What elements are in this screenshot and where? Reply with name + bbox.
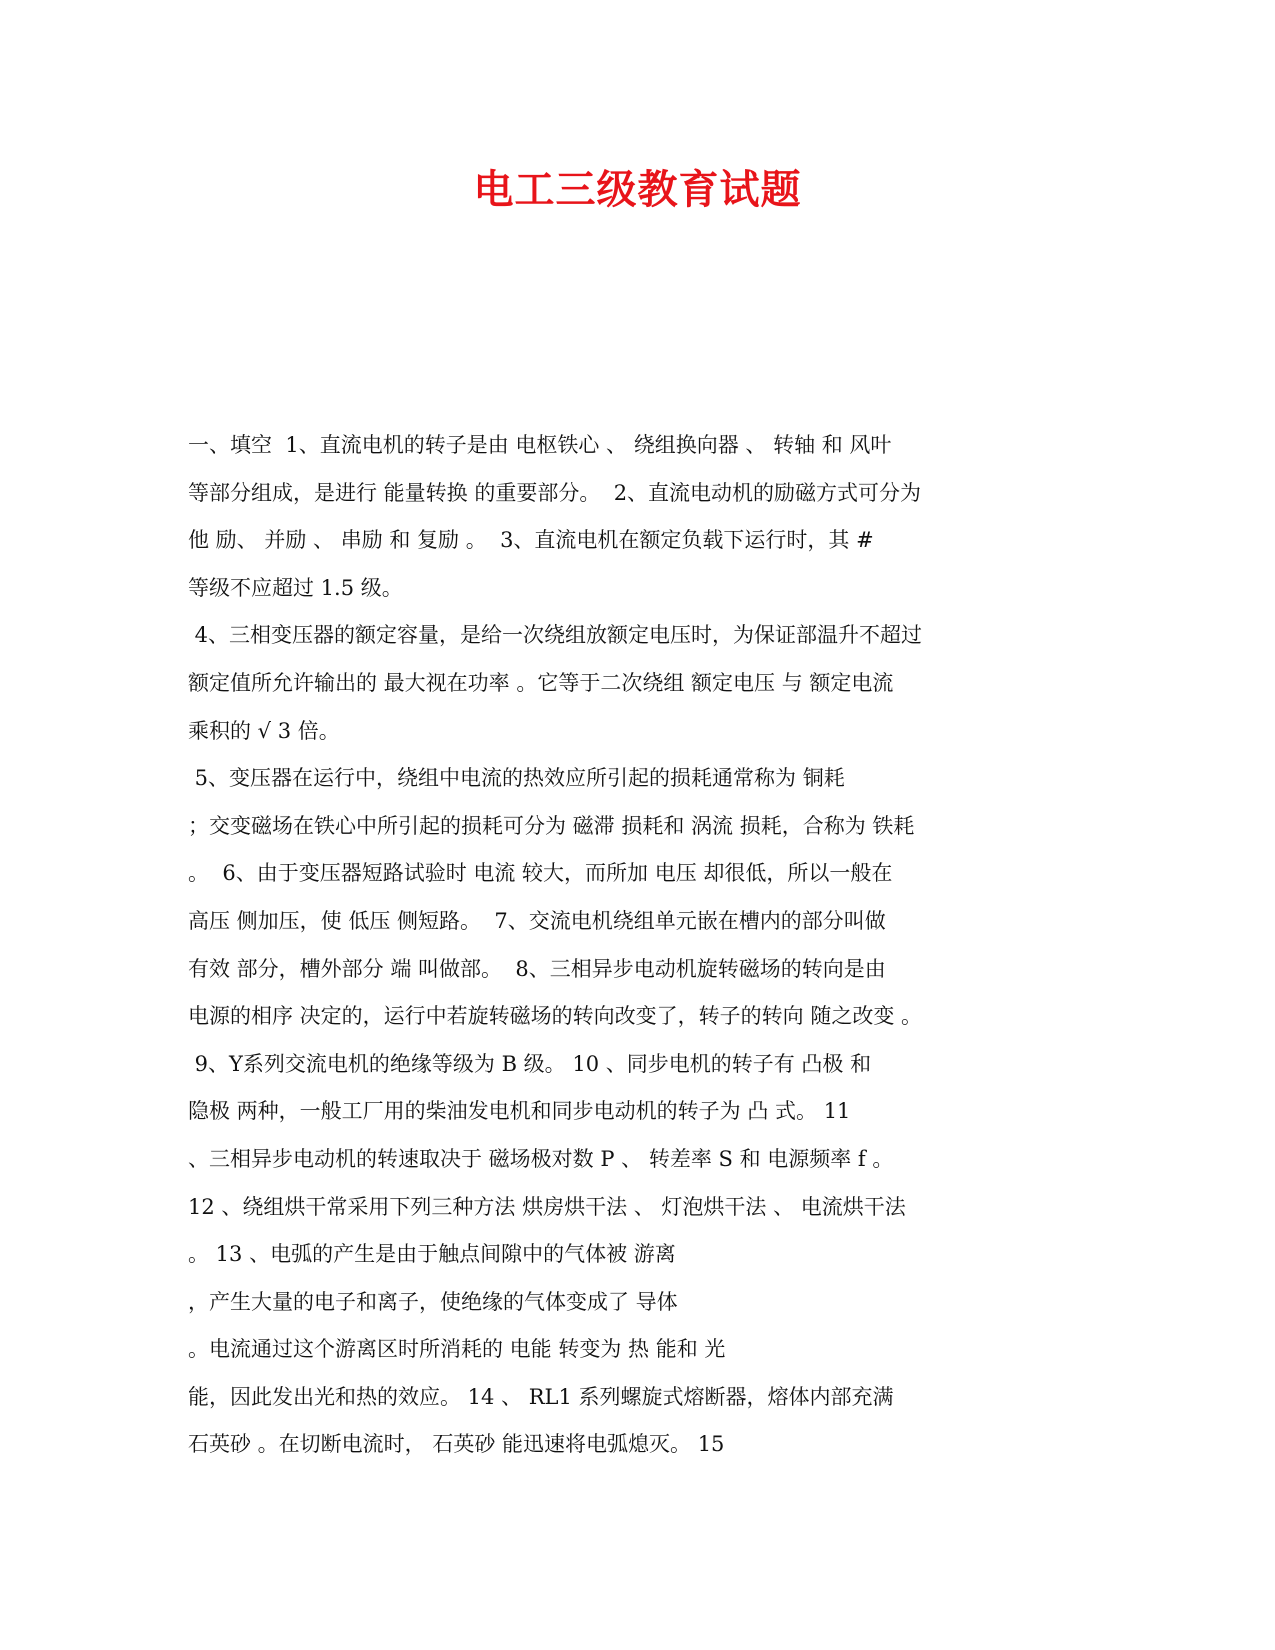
document-title: 电工三级教育试题 xyxy=(473,166,802,213)
text-line: 、三相异步电动机的转速取决于 磁场极对数 P 、 转差率 S 和 电源频率 f 。 xyxy=(188,1146,894,1171)
text-line: 有效 部分，槽外部分 端 叫做部。 8、三相异步电动机旋转磁场的转向是由 xyxy=(188,956,886,981)
text-line: 5、变压器在运行中，绕组中电流的热效应所引起的损耗通常称为 铜耗 xyxy=(188,766,845,791)
text-line: 。 6、由于变压器短路试验时 电流 较大，而所加 电压 却很低，所以一般在 xyxy=(188,861,893,886)
text-line: 石英砂 。在切断电流时， 石英砂 能迅速将电弧熄灭。 15 xyxy=(188,1432,725,1457)
text-line: 乘积的 √ 3 倍。 xyxy=(188,718,340,743)
text-line: 等级不应超过 1.5 级。 xyxy=(188,575,403,600)
text-line: 4、三相变压器的额定容量，是给一次绕组放额定电压时，为保证部温升不超过 xyxy=(188,623,923,648)
text-line: 9、Y系列交流电机的绝缘等级为 B 级。 10 、同步电机的转子有 凸极 和 xyxy=(188,1051,872,1076)
text-line: 。 13 、电弧的产生是由于触点间隙中的气体被 游离 xyxy=(188,1242,676,1267)
document-body xyxy=(188,422,1088,1469)
text-line: 一、填空 1、直流电机的转子是由 电枢铁心 、 绕组换向器 、 转轴 和 风叶 xyxy=(188,433,892,457)
text-line: 能，因此发出光和热的效应。 14 、 RL1 系列螺旋式熔断器，熔体内部充满 xyxy=(188,1384,894,1409)
text-line: 隐极 两种，一般工厂用的柴油发电机和同步电动机的转子为 凸 式。 11 xyxy=(188,1099,851,1124)
text-line: ，产生大量的电子和离子，使绝缘的气体变成了 导体 xyxy=(188,1289,678,1314)
text-line: 高压 侧加压，使 低压 侧短路。 7、交流电机绕组单元嵌在槽内的部分叫做 xyxy=(188,908,886,933)
text-line: 他 励、 并励 、 串励 和 复励 。 3、直流电机在额定负载下运行时，其 # xyxy=(188,528,874,553)
text-line: 12 、绕组烘干常采用下列三种方法 烘房烘干法 、 灯泡烘干法 、 电流烘干法 xyxy=(188,1194,906,1219)
text-line: 电源的相序 决定的，运行中若旋转磁场的转向改变了，转子的转向 随之改变 。 xyxy=(188,1004,923,1029)
text-line: 等部分组成，是进行 能量转换 的重要部分。 2、直流电动机的励磁方式可分为 xyxy=(188,480,922,505)
text-line: 额定值所允许输出的 最大视在功率 。它等于二次绕组 额定电压 与 额定电流 xyxy=(188,670,894,695)
text-line: 。电流通过这个游离区时所消耗的 电能 转变为 热 能和 光 xyxy=(188,1337,726,1362)
text-line: ；交变磁场在铁心中所引起的损耗可分为 磁滞 损耗和 涡流 损耗，合称为 铁耗 xyxy=(188,813,915,838)
